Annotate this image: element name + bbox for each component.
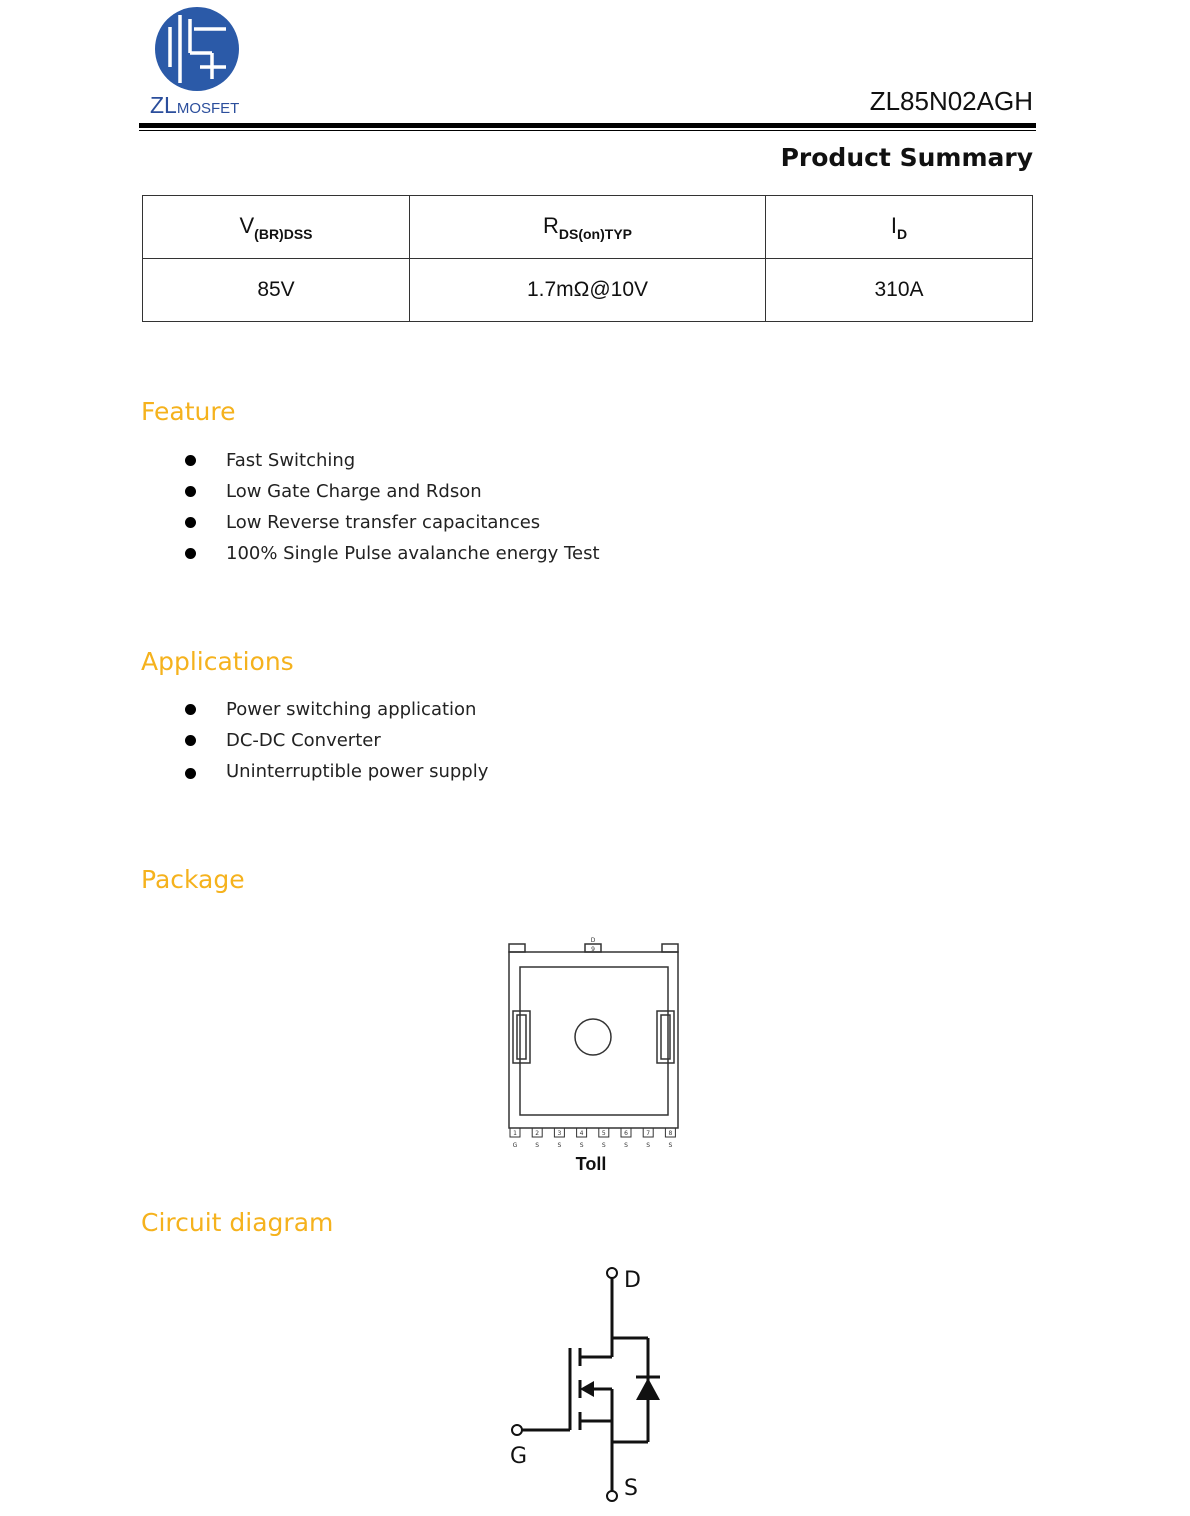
- value-vbrdss: 85V: [143, 259, 410, 322]
- package-pin-number: 2: [535, 1130, 540, 1137]
- package-pin-number: 1: [513, 1130, 517, 1137]
- bullet-icon: [185, 548, 196, 559]
- top-pin-name: D: [590, 937, 596, 944]
- source-label: S: [624, 1476, 638, 1501]
- list-item: 100% Single Pulse avalanche energy Test: [183, 538, 600, 569]
- header-rdson: $R_{DS(on)TYP}$: [410, 196, 766, 259]
- package-pin-name: S: [557, 1142, 562, 1149]
- list-item: Low Gate Charge and Rdson: [183, 476, 600, 507]
- bullet-icon: [185, 768, 196, 779]
- header-rule: [139, 123, 1036, 128]
- package-pin-name: S: [601, 1142, 606, 1149]
- logo-text-small: MOSFET: [176, 100, 240, 117]
- value-rdson: 1.7mΩ@10V: [410, 259, 766, 322]
- logo-wordmark: [150, 92, 239, 119]
- header-rule-thin: [139, 130, 1036, 131]
- feature-list: [183, 445, 600, 569]
- product-summary-table: [142, 195, 1033, 322]
- header-vbrdss: $V_{(BR)DSS}$: [143, 196, 410, 259]
- applications-title: Applications: [141, 647, 294, 676]
- bullet-icon: [185, 455, 196, 466]
- package-label: Toll: [575, 1154, 607, 1174]
- company-logo: [150, 5, 242, 91]
- circuit-diagram-title: Circuit diagram: [141, 1208, 334, 1237]
- list-item: DC-DC Converter: [183, 725, 488, 756]
- applications-list: [183, 694, 488, 789]
- part-number: ZL85N02AGH: [869, 86, 1033, 116]
- mosfet-circuit-diagram: [500, 1260, 680, 1510]
- package-pin-name: S: [579, 1142, 584, 1149]
- table-header-row: [143, 196, 1033, 259]
- bullet-icon: [185, 486, 196, 497]
- package-pin-number: 8: [668, 1130, 673, 1137]
- feature-title: Feature: [141, 397, 236, 426]
- package-pin-number: 4: [579, 1130, 584, 1137]
- package-pin-number: 7: [646, 1130, 651, 1137]
- bullet-icon: [185, 704, 196, 715]
- list-item: Fast Switching: [183, 445, 600, 476]
- logo-text-big: ZL: [150, 92, 177, 118]
- header-id: $I_D$: [766, 196, 1033, 259]
- gate-label: G: [510, 1444, 528, 1469]
- list-item: Low Reverse transfer capacitances: [183, 507, 600, 538]
- value-id: 310A: [766, 259, 1033, 322]
- package-title: Package: [141, 865, 245, 894]
- package-pin-number: 3: [557, 1130, 562, 1137]
- package-pin-number: 5: [601, 1130, 606, 1137]
- drain-label: D: [624, 1268, 641, 1293]
- package-pin-name: S: [624, 1142, 628, 1149]
- top-pin-number: 9: [591, 946, 595, 953]
- list-item: Power switching application: [183, 694, 488, 725]
- package-pin-name: S: [535, 1142, 540, 1149]
- table-row: [143, 259, 1033, 322]
- bullet-icon: [185, 517, 196, 528]
- package-pin-name: S: [646, 1142, 651, 1149]
- product-summary-title: Product Summary: [780, 143, 1033, 172]
- package-pin-number: 6: [624, 1130, 628, 1137]
- package-pin-name: S: [668, 1142, 673, 1149]
- toll-package-drawing: [505, 933, 685, 1155]
- package-pin-name: G: [512, 1142, 518, 1149]
- list-item: Uninterruptible power supply: [183, 756, 488, 789]
- bullet-icon: [185, 735, 196, 746]
